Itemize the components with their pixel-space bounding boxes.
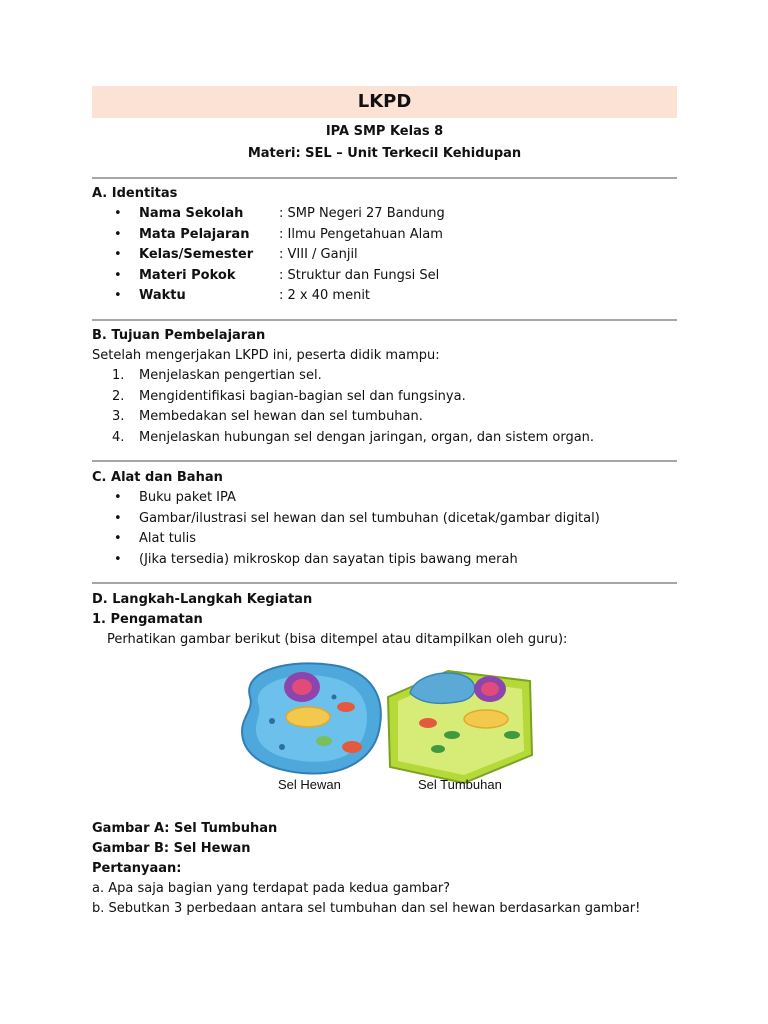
divider <box>92 177 677 179</box>
identitas-row <box>92 245 677 266</box>
alat-item <box>92 529 677 550</box>
divider <box>92 582 677 584</box>
caption-animal-cell: Sel Hewan <box>278 776 341 792</box>
divider <box>92 319 677 321</box>
subtitle-class: IPA SMP Kelas 8 <box>325 124 444 139</box>
identitas-label: Waktu <box>139 288 186 303</box>
identitas-value: : Ilmu Pengetahuan Alam <box>279 226 443 242</box>
section-heading: B. Tujuan Pembelajaran <box>92 327 266 343</box>
bullet-icon: • <box>114 247 122 262</box>
section-langkah <box>92 590 677 920</box>
tujuan-list <box>92 366 677 448</box>
identitas-label: Kelas/Semester <box>139 247 254 262</box>
worksheet-page <box>92 86 677 920</box>
item-text: Membedakan sel hewan dan sel tumbuhan. <box>139 409 423 424</box>
section-heading: A. Identitas <box>92 186 178 201</box>
gambar-a-label: Gambar A: Sel Tumbuhan <box>92 820 278 836</box>
subtitle-topic: Materi: SEL – Unit Terkecil Kehidupan <box>247 146 522 161</box>
bullet-icon: • <box>114 267 122 283</box>
question-item: b. Sebutkan 3 perbedaan antara sel tumbuhan dan sel hewan berdasarkan gambar! <box>92 901 641 916</box>
identitas-label: Mata Pelajaran <box>139 226 250 242</box>
section-identitas <box>92 184 677 307</box>
bullet-icon: • <box>114 510 122 526</box>
page-title: LKPD <box>92 86 677 118</box>
identitas-value: : 2 x 40 menit <box>279 288 371 303</box>
identitas-list <box>92 204 677 307</box>
item-text: Alat tulis <box>139 531 197 546</box>
tujuan-item <box>92 366 677 387</box>
bullet-icon: • <box>114 531 122 546</box>
identitas-label: Materi Pokok <box>139 267 236 283</box>
identitas-label: Nama Sekolah <box>139 206 244 221</box>
item-text: Gambar/ilustrasi sel hewan dan sel tumbuhan (dicetak/gambar digital) <box>139 510 600 526</box>
question-list <box>92 879 677 920</box>
bullet-icon: • <box>114 551 122 567</box>
question-item: a. Apa saja bagian yang terdapat pada kedua gambar? <box>92 880 451 896</box>
item-number: 2. <box>112 388 125 404</box>
identitas-row <box>92 225 677 246</box>
item-text: Mengidentifikasi bagian-bagian sel dan fungsinya. <box>139 388 466 404</box>
bullet-icon: • <box>114 206 122 221</box>
alat-item <box>92 509 677 530</box>
identitas-value: : Struktur dan Fungsi Sel <box>279 267 440 283</box>
section-heading: C. Alat dan Bahan <box>92 470 223 485</box>
gambar-b-label: Gambar B: Sel Hewan <box>92 840 251 856</box>
identitas-row <box>92 286 677 307</box>
sub-heading-pengamatan: 1. Pengamatan <box>92 612 203 627</box>
instruction-text: Perhatikan gambar berikut (bisa ditempel atau ditampilkan oleh guru): <box>107 632 568 647</box>
item-number: 4. <box>112 429 125 445</box>
identitas-value: : SMP Negeri 27 Bandung <box>279 206 445 221</box>
divider <box>92 460 677 462</box>
bullet-icon: • <box>114 490 122 505</box>
bullet-icon: • <box>114 288 122 303</box>
tujuan-item <box>92 407 677 428</box>
item-text: (Jika tersedia) mikroskop dan sayatan tipis bawang merah <box>139 551 518 567</box>
cell-illustration <box>92 657 677 807</box>
alat-list <box>92 488 677 570</box>
item-text: Menjelaskan pengertian sel. <box>139 368 322 383</box>
identitas-value: : VIII / Ganjil <box>279 247 358 262</box>
item-number: 3. <box>112 409 125 424</box>
tujuan-intro: Setelah mengerjakan LKPD ini, peserta didik mampu: <box>92 347 440 363</box>
animal-cell-drawing <box>242 663 381 773</box>
item-text: Menjelaskan hubungan sel dengan jaringan, organ, dan sistem organ. <box>139 429 595 445</box>
section-alat <box>92 468 677 570</box>
section-heading: D. Langkah-Langkah Kegiatan <box>92 592 313 607</box>
section-tujuan <box>92 326 677 449</box>
item-number: 1. <box>112 368 125 383</box>
cell-figure <box>92 657 677 807</box>
bullet-icon: • <box>114 226 122 242</box>
identitas-row <box>92 266 677 287</box>
plant-cell-drawing <box>388 671 532 783</box>
alat-item <box>92 550 677 571</box>
tujuan-item <box>92 428 677 449</box>
identitas-row <box>92 204 677 225</box>
alat-item <box>92 488 677 509</box>
caption-plant-cell: Sel Tumbuhan <box>418 776 502 792</box>
pertanyaan-label: Pertanyaan: <box>92 860 182 876</box>
tujuan-item <box>92 387 677 408</box>
item-text: Buku paket IPA <box>139 490 236 505</box>
